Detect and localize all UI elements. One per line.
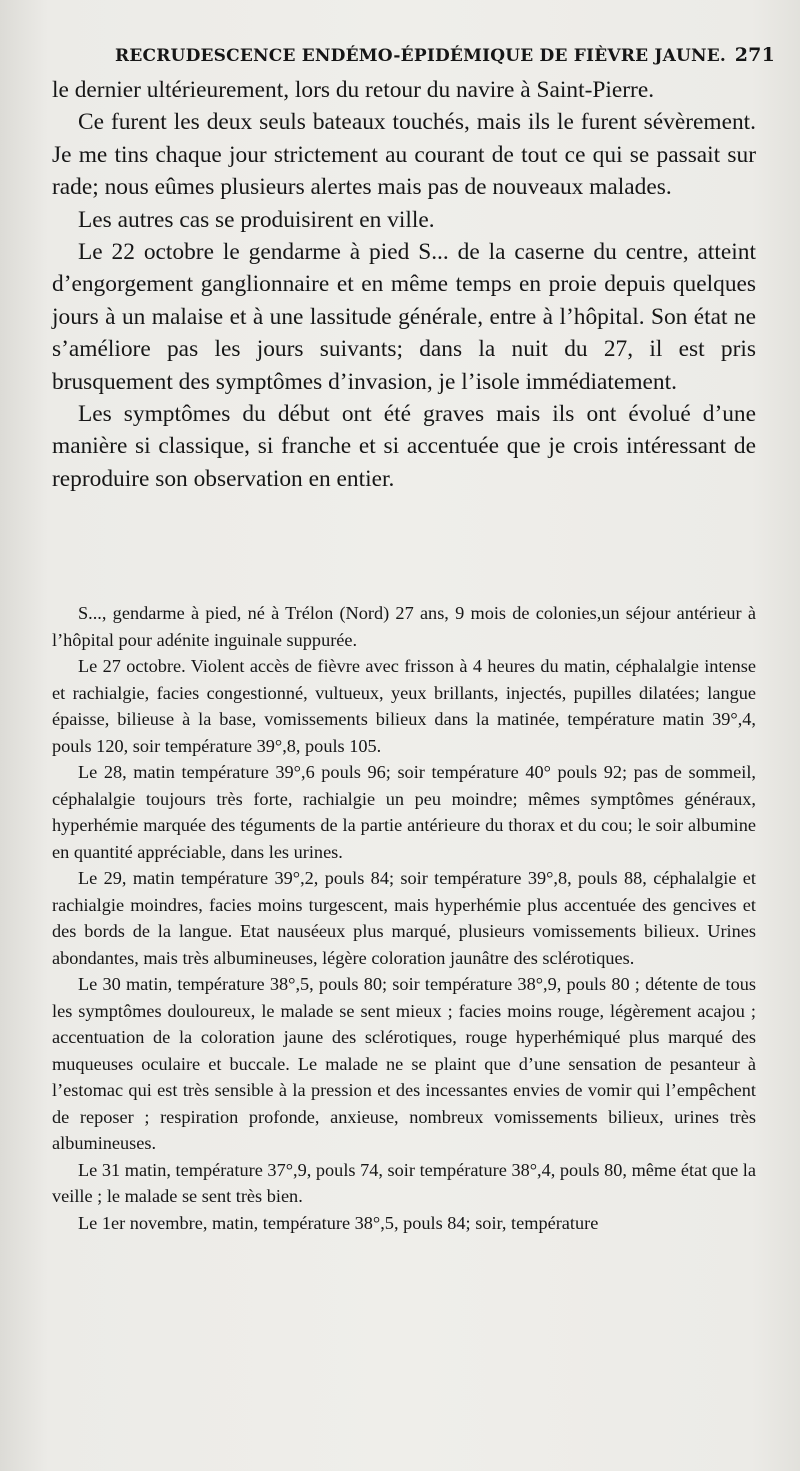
paragraph: Le 22 octobre le gendarme à pied S... de la caserne du centre, atteint d’engorgement ganglionnaire et en même temps en proie depuis quelques jours à un malaise et à une lassitude générale, entre à l’hôpital. Son état ne s’améliore pas les jours suivants; dans la nuit du 27, il est pris brusquement des symptômes d’invasion, je l’isole immédiatement. [52,239,756,395]
observation-paragraph: Le 31 matin, température 37°,9, pouls 74, soir température 38°,4, pouls 80, même état que la veille ; le malade se sent très bien. [52,1159,756,1206]
paragraph: le dernier ultérieurement, lors du retour du navire à Saint-Pierre. [52,77,655,103]
paragraph: Les symptômes du début ont été graves mais ils ont évolué d’une manière si classique, si franche et si accentuée que je crois intéressant de reproduire son observation en entier. [52,401,756,492]
observation-paragraph: Le 1er novembre, matin, température 38°,5, pouls 84; soir, température [78,1212,599,1233]
observation-paragraph: Le 27 octobre. Violent accès de fièvre avec frisson à 4 heures du matin, céphalalgie intense et rachialgie, facies congestionné, vultueux, yeux brillants, injectés, pupilles dilatées; langue épaisse, bilieuse à la base, vomissements bilieux dans la matinée, température matin 39°,4, pouls 120, soir température 39°,8, pouls 105. [52,656,756,756]
paragraph: Les autres cas se produisirent en ville. [78,206,435,233]
paragraph: Ce furent les deux seuls bateaux touchés, mais ils le furent sévèrement. Je me tins chaque jour strictement au courant de tout ce qui se passait sur rade; nous eûmes plusieurs alertes mais pas de nouveaux malades. [52,109,756,201]
observation-paragraph: Le 28, matin température 39°,6 pouls 96; soir température 40° pouls 92; pas de sommeil, céphalalgie toujours très forte, rachialgie un peu moindre; mêmes symptômes généraux, hyperhémie marquée des téguments de la partie antérieure du thorax et du cou; le soir albumine en quantité appréciable, dans les urines. [52,762,756,862]
case-observation [52,600,756,1236]
page-header [115,40,775,72]
running-title: RECRUDESCENCE ENDÉMO-ÉPIDÉMIQUE DE FIÈVRE JAUNE. [115,46,727,66]
observation-paragraph: S..., gendarme à pied, né à Trélon (Nord) 27 ans, 9 mois de colonies,un séjour antérieur à l’hôpital pour adénite inguinale suppurée. [52,603,756,650]
observation-paragraph: Le 30 matin, température 38°,5, pouls 80; soir température 38°,9, pouls 80 ; détente de tous les symptômes douloureux, le malade se sent mieux ; facies moins rouge, légèrement acajou ; accentuation de la coloration jaune des sclérotiques, rouge hyperhémiqué plus marqué des muqueuses oculaire et buccale. Le malade ne se plaint que d’une sensation de pesanteur à l’estomac qui est très sensible à la pression et des incessantes envies de vomir qui l’empêchent de reposer ; respiration profonde, anxieuse, nombreux vomissements bilieux, urines très albumineuses. [52,974,756,1153]
observation-paragraph: Le 29, matin température 39°,2, pouls 84; soir température 39°,8, pouls 88, céphalalgie et rachialgie moindres, facies moins turgescent, mais hyperhémie plus accentuée des gencives et des bords de la langue. Etat nauséeux plus marqué, plusieurs vomissements bilieux. Urines abondantes, mais très albumineuses, légère coloration jaunâtre des sclérotiques. [52,868,756,968]
page-number: 271 [734,44,775,66]
main-text [52,74,756,495]
